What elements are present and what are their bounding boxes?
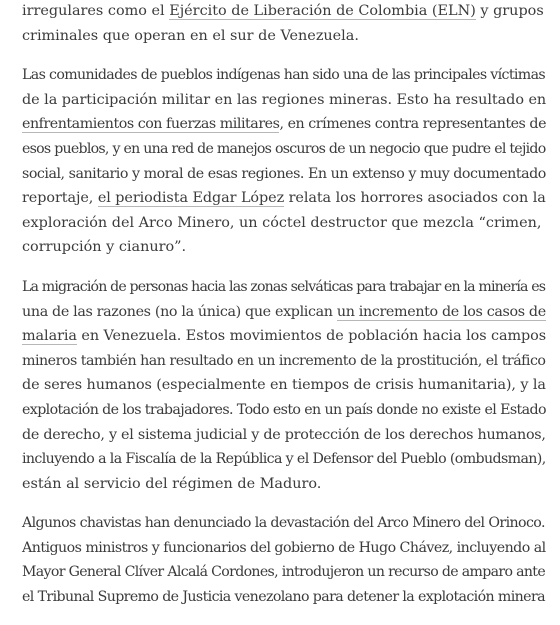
link-malaria-part1[interactable]: un incremento de los casos de	[336, 303, 546, 320]
paragraph-4	[22, 511, 546, 609]
text-line: de seres humanos (especialmente en tiempos de crisis humanitaria), y la	[22, 377, 546, 394]
text-line	[22, 0, 546, 24]
paragraph-3	[22, 275, 546, 496]
article-body	[22, 0, 546, 625]
text-line: explotación de los trabajadores. Todo esto en un país donde no existe el Estado	[22, 401, 546, 418]
text-line: exploración del Arco Minero, un cóctel destructor que mezcla “crimen,	[22, 214, 542, 231]
text-line: criminales que operan en el sur de Venezuela.	[22, 27, 359, 44]
text-segment: relata los horrores asociados con la	[284, 190, 546, 207]
text-line: social, sanitario y moral de esas regiones. En un extenso y muy documentado	[22, 165, 546, 182]
text-line	[22, 112, 546, 137]
link-malaria-part2[interactable]: malaria	[22, 328, 77, 345]
text-line: corrupción y cianuro”.	[22, 239, 187, 256]
text-line	[22, 186, 546, 211]
text-line: Antiguos ministros y funcionarios del gobierno de Hugo Chávez, incluyendo al	[22, 539, 546, 556]
link-edgar-lopez[interactable]: el periodista Edgar López	[97, 190, 285, 207]
text-line: incluyendo a la Fiscalía de la República y el Defensor del Pueblo (ombudsman),	[22, 451, 546, 468]
link-enfrentamientos[interactable]: enfrentamientos con fuerzas militares	[22, 116, 280, 133]
text-segment: una de las razones (no la única) que explican	[22, 303, 337, 320]
text-line: mineros también han resultado en un incremento de la prostitución, el tráfico	[22, 352, 546, 369]
text-line: Las comunidades de pueblos indígenas han sido una de las principales víctimas	[22, 67, 546, 84]
text-segment: irregulares como el	[22, 3, 170, 19]
text-segment: reportaje,	[22, 190, 98, 207]
link-eln[interactable]: Ejército de Liberación de Colombia (ELN)	[169, 3, 476, 19]
paragraph-2	[22, 63, 546, 260]
text-segment: y grupos	[475, 3, 544, 19]
text-segment: , en crímenes contra representantes de	[279, 116, 547, 133]
text-line: Algunos chavistas han denunciado la devastación del Arco Minero del Orinoco.	[22, 515, 545, 532]
text-line: están al servicio del régimen de Maduro.	[22, 475, 322, 492]
text-line	[22, 300, 546, 325]
text-line: Mayor General Clíver Alcalá Cordones, introdujeron un recurso de amparo ante	[22, 564, 546, 581]
text-line: de la participación militar en las regiones mineras. Esto ha resultado en	[22, 91, 547, 108]
text-line: el Tribunal Supremo de Justicia venezolano para detener la explotación minera	[22, 589, 545, 606]
text-line: esos pueblos, y en una red de manejos oscuros de un negocio que pudre el tejido	[22, 140, 546, 157]
text-line: La migración de personas hacia las zonas selváticas para trabajar en la minería es	[22, 278, 546, 295]
text-line: de derecho, y el sistema judicial y de protección de los derechos humanos,	[22, 426, 546, 443]
text-line	[22, 324, 546, 349]
text-segment: en Venezuela. Estos movimientos de población hacia los campos	[76, 328, 547, 345]
paragraph-1	[22, 0, 546, 48]
